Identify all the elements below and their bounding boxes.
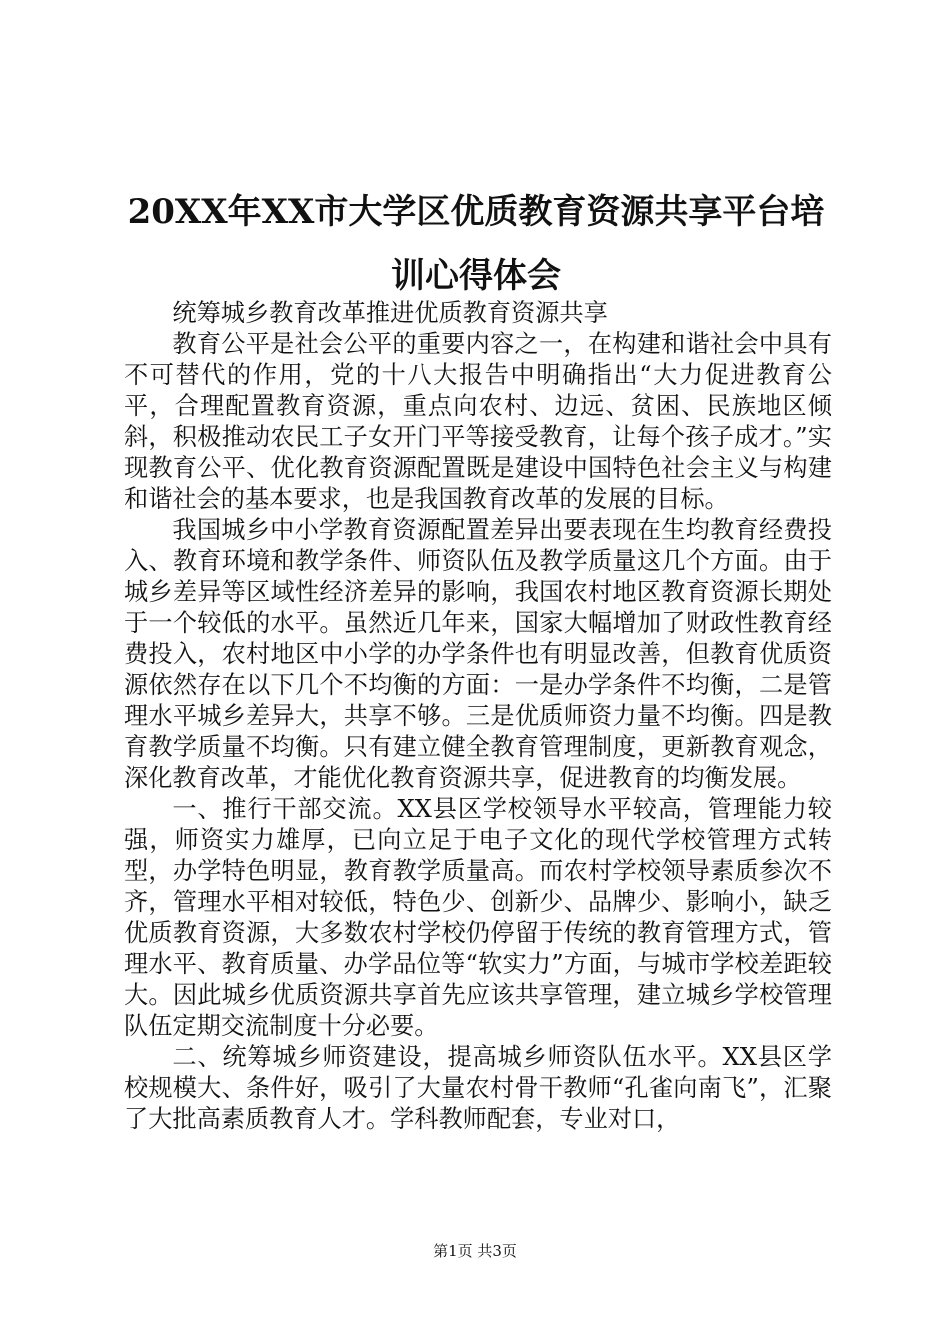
document-title: 20XX年XX市大学区优质教育资源共享平台培训心得体会 — [127, 192, 825, 296]
paragraph: 我国城乡中小学教育资源配置差异出要表现在生均教育经费投入、教育环境和教学条件、师资队伍及教学质量这几个方面。由于城乡差异等区域性经济差异的影响，我国农村地区教育资源长期处于一个较低的水平。虽然近几年来，国家大幅增加了财政性教育经费投入，农村地区中小学的办学条件也有明显改善，但教育优质资源依然存在以下几个不均衡的方面：一是办学条件不均衡，二是管理水平城乡差异大，共享不够。三是优质师资力量不均衡。四是教育教学质量不均衡。只有建立健全教育管理制度，更新教育观念，深化教育改革，才能优化教育资源共享，促进教育的均衡发展。 — [124, 516, 832, 792]
section-heading: 统筹城乡教育改革推进优质教育资源共享 — [172, 299, 608, 327]
paragraph: 一、推行干部交流。XX县区学校领导水平较高，管理能力较强，师资实力雄厚，已向立足于电子文化的现代学校管理方式转型，办学特色明显，教育教学质量高。而农村学校领导素质参次不齐，管理水平相对较低，特色少、创新少、品牌少、影响小，缺乏优质教育资源，大多数农村学校仍停留于传统的教育管理方式，管理水平、教育质量、办学品位等“软实力”方面，与城市学校差距较大。因此城乡优质资源共享首先应该共享管理，建立城乡学校管理队伍定期交流制度十分必要。 — [124, 795, 832, 1040]
document-body — [124, 298, 832, 1135]
page-footer: 第1页 共3页 — [433, 1242, 517, 1260]
paragraph: 教育公平是社会公平的重要内容之一，在构建和谐社会中具有不可替代的作用，党的十八大报告中明确指出“大力促进教育公平，合理配置教育资源，重点向农村、边远、贫困、民族地区倾斜，积极推动农民工子女开门平等接受教育，让每个孩子成才。”实现教育公平、优化教育资源配置既是建设中国特色社会主义与构建和谐社会的基本要求，也是我国教育改革的发展的目标。 — [124, 330, 832, 513]
paragraph: 二、统筹城乡师资建设，提高城乡师资队伍水平。XX县区学校规模大、条件好，吸引了大量农村骨干教师“孔雀向南飞”，汇聚了大批高素质教育人才。学科教师配套，专业对口， — [124, 1043, 832, 1133]
